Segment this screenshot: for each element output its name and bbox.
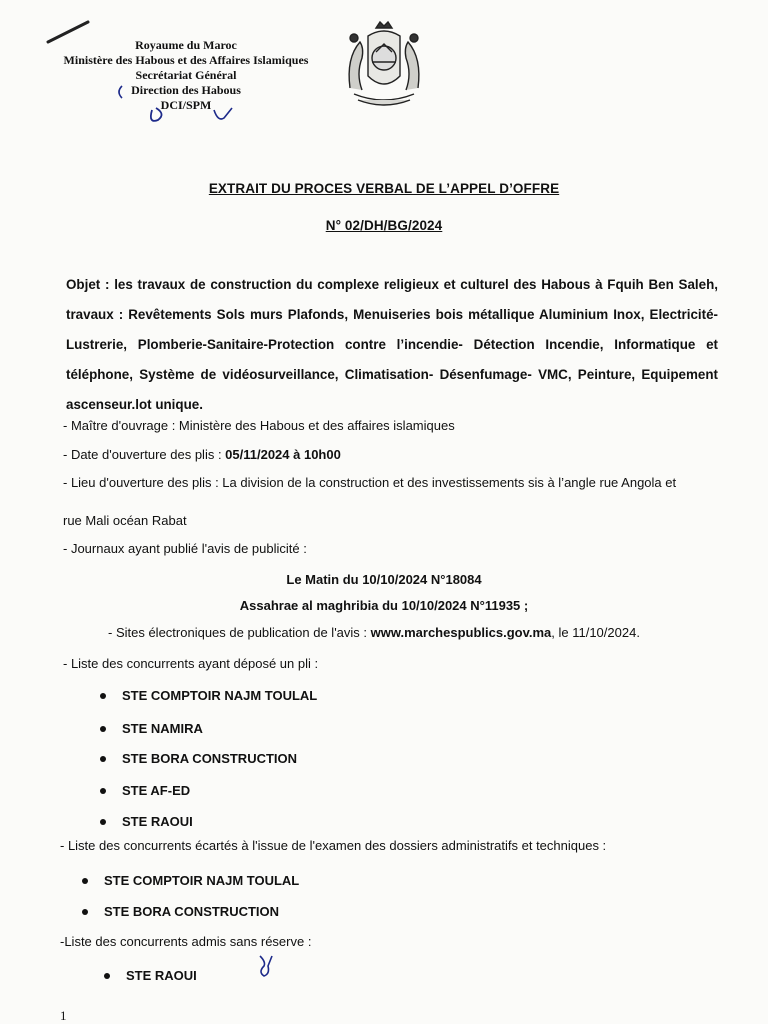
journaux-label: - Journaux ayant publié l'avis de publicité :: [63, 541, 307, 556]
bullet-icon: [100, 819, 106, 825]
list-item: STE RAOUI: [100, 814, 193, 829]
sites-label: - Sites électroniques de publication de l'avis :: [108, 625, 371, 640]
list-item: STE BORA CONSTRUCTION: [100, 751, 297, 766]
handwritten-mark-icon: [112, 80, 242, 132]
date-ouverture-line: [63, 447, 341, 462]
journal-item-2: Assahrae al maghribia du 10/10/2024 N°11935 ;: [239, 598, 529, 613]
list-item: STE BORA CONSTRUCTION: [82, 904, 279, 919]
document-title: EXTRAIT DU PROCES VERBAL DE L’APPEL D’OFFRE: [208, 181, 560, 196]
header-ministry: Ministère des Habous et des Affaires Islamiques: [63, 53, 309, 67]
list-item: STE COMPTOIR NAJM TOULAL: [100, 688, 317, 703]
bullet-icon: [82, 878, 88, 884]
maitre-ouvrage-line: - Maître d'ouvrage : Ministère des Habous et des affaires islamiques: [63, 418, 455, 433]
header-reference: DCI/SPM: [160, 98, 212, 112]
ecartes-label: - Liste des concurrents écartés à l'issue de l'examen des dossiers administratifs et techniques :: [60, 838, 607, 853]
sites-url: www.marchespublics.gov.ma: [370, 625, 552, 640]
lieu-line-1: - Lieu d'ouverture des plis : La division de la construction et des investissements sis à l’angle rue Angola et: [63, 475, 677, 490]
date-value: 05/11/2024 à 10h00: [225, 447, 341, 462]
header-secretariat: Secrétariat Général: [135, 68, 237, 82]
page-number: 1: [60, 1008, 67, 1023]
date-label: - Date d'ouverture des plis :: [63, 447, 226, 462]
journal-item-1: Le Matin du 10/10/2024 N°18084: [286, 572, 482, 587]
header-kingdom: Royaume du Maroc: [135, 38, 237, 52]
bullet-icon: [100, 726, 106, 732]
admis-label: -Liste des concurrents admis sans réserve :: [60, 934, 312, 949]
lieu-line-2: rue Mali océan Rabat: [63, 513, 187, 528]
sites-line: [108, 625, 640, 640]
objet-paragraph: Objet : les travaux de construction du complexe religieux et culturel des Habous à Fquih Ben Saleh, travaux : Revêtements Sols murs Plafonds, Menuiseries bois métallique Aluminium Inox, Electricité-Lustrerie, Plomberie-Sanitaire-Protection contre l’incendie- Détection Incendie, Informatique et téléphone, Système de vidéosurveillance, Climatisation- Désenfumage- VMC, Peinture, Equipement ascenseur.lot unique.: [66, 277, 718, 412]
bullet-icon: [100, 756, 106, 762]
sites-date: , le 11/10/2024.: [551, 625, 640, 640]
list-item: STE AF-ED: [100, 783, 190, 798]
list-item: STE COMPTOIR NAJM TOULAL: [82, 873, 299, 888]
moroccan-coat-of-arms-icon: [338, 18, 430, 110]
bullet-icon: [100, 693, 106, 699]
header-direction: Direction des Habous: [131, 83, 241, 97]
bullet-icon: [82, 909, 88, 915]
list-item: STE RAOUI: [104, 968, 197, 983]
bullet-icon: [100, 788, 106, 794]
document-number: N° 02/DH/BG/2024: [325, 218, 443, 233]
handwritten-initial-icon: [256, 952, 276, 980]
list-item: STE NAMIRA: [100, 721, 203, 736]
depose-label: - Liste des concurrents ayant déposé un pli :: [63, 656, 319, 671]
bullet-icon: [104, 973, 110, 979]
